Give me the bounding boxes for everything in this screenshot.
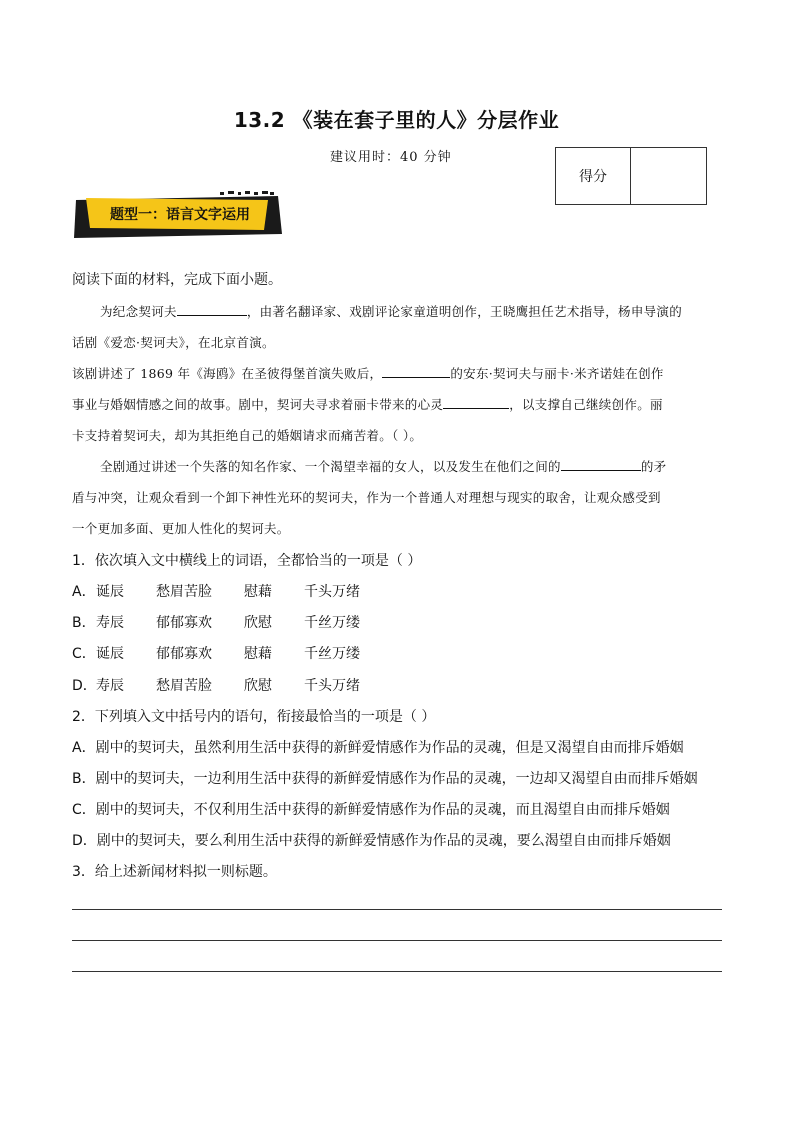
- score-input-cell[interactable]: [631, 148, 706, 204]
- page-title: 13.2 《装在套子里的人》分层作业: [233, 108, 560, 132]
- option-word: 愁眉苦脸: [156, 678, 212, 694]
- answer-line-3[interactable]: [72, 971, 722, 972]
- passage-line-7: 盾与冲突，让观众看到一个卸下神性光环的契诃夫，作为一个普通人对理想与现实的取舍，让观众感受到: [72, 490, 661, 505]
- passage-text: 为纪念契诃夫: [100, 304, 177, 319]
- option-letter: C．: [72, 646, 96, 662]
- q2-option-d[interactable]: D．剧中的契诃夫，要么利用生活中获得的新鲜爱情感作为作品的灵魂，要么渴望自由而排斥婚姻: [72, 833, 671, 849]
- passage-text: 全剧通过讲述一个失落的知名作家、一个渴望幸福的女人，以及发生在他们之间的: [100, 459, 561, 474]
- answer-line-1[interactable]: [72, 909, 722, 910]
- passage-text: ，以支撑自己继续创作。丽: [509, 397, 663, 412]
- option-word: 诞辰: [96, 584, 124, 600]
- passage-line-5: 卡支持着契诃夫，却为其拒绝自己的婚姻请求而痛苦着。（ ）。: [72, 428, 423, 443]
- option-word: 欣慰: [244, 615, 272, 631]
- passage-text: 事业与婚姻情感之间的故事。剧中，契诃夫寻求着丽卡带来的心灵: [72, 397, 444, 412]
- option-word: 愁眉苦脸: [156, 584, 212, 600]
- question-2-stem: 2．下列填入文中括号内的语句，衔接最恰当的一项是（ ）: [72, 709, 436, 725]
- q2-option-c[interactable]: C．剧中的契诃夫，不仅利用生活中获得的新鲜爱情感作为作品的灵魂，而且渴望自由而排斥婚姻: [72, 802, 670, 818]
- score-label: 得分: [556, 148, 631, 204]
- blank-2: [382, 364, 450, 378]
- passage-line-4: [72, 395, 722, 413]
- option-word: 慰藉: [244, 646, 272, 662]
- section-banner: [70, 190, 285, 242]
- blank-3: [443, 395, 509, 409]
- passage-text: 的安东·契诃夫与丽卡·米齐诺娃在创作: [450, 366, 664, 381]
- option-letter: B．: [72, 615, 96, 631]
- option-word: 郁郁寡欢: [156, 646, 212, 662]
- blank-1: [177, 302, 247, 316]
- passage-text: 该剧讲述了 1869 年《海鸥》在圣彼得堡首演失败后，: [72, 366, 383, 381]
- option-word: 千头万绪: [304, 678, 360, 694]
- score-box: [555, 147, 707, 205]
- instruction-text: 阅读下面的材料，完成下面小题。: [72, 272, 282, 288]
- passage-line-3: [72, 364, 722, 382]
- option-word: 郁郁寡欢: [156, 615, 212, 631]
- option-word: 千头万绪: [304, 584, 360, 600]
- option-letter: D．: [72, 678, 97, 694]
- option-word: 千丝万缕: [304, 646, 360, 662]
- option-word: 寿辰: [96, 615, 124, 631]
- question-3-stem: 3．给上述新闻材料拟一则标题。: [72, 864, 277, 880]
- q2-option-a[interactable]: A．剧中的契诃夫，虽然利用生活中获得的新鲜爱情感作为作品的灵魂，但是又渴望自由而排斥婚姻: [72, 740, 684, 756]
- passage-text: ，由著名翻译家、戏剧评论家童道明创作，王晓鹰担任艺术指导，杨申导演的: [246, 304, 683, 319]
- answer-line-2[interactable]: [72, 940, 722, 941]
- option-word: 欣慰: [244, 678, 272, 694]
- option-word: 诞辰: [96, 646, 124, 662]
- section-banner-label: 题型一：语言文字运用: [110, 207, 250, 223]
- passage-line-1: [100, 302, 750, 320]
- passage-line-8: 一个更加多面、更加人性化的契诃夫。: [72, 521, 290, 536]
- blank-4: [561, 457, 641, 471]
- option-letter: A．: [72, 584, 96, 600]
- option-word: 慰藉: [244, 584, 272, 600]
- passage-line-6: [100, 457, 722, 475]
- passage-text: 的矛: [640, 459, 667, 474]
- option-word: 千丝万缕: [304, 615, 360, 631]
- suggested-time: 建议用时：40 分钟: [330, 150, 452, 165]
- passage-line-2: 话剧《爱恋·契诃夫》，在北京首演。: [72, 335, 275, 350]
- q2-option-b[interactable]: B．剧中的契诃夫，一边利用生活中获得的新鲜爱情感作为作品的灵魂，一边却又渴望自由而排斥婚姻: [72, 771, 698, 787]
- option-word: 寿辰: [96, 678, 124, 694]
- question-1-stem: 1．依次填入文中横线上的词语，全都恰当的一项是（ ）: [72, 553, 422, 569]
